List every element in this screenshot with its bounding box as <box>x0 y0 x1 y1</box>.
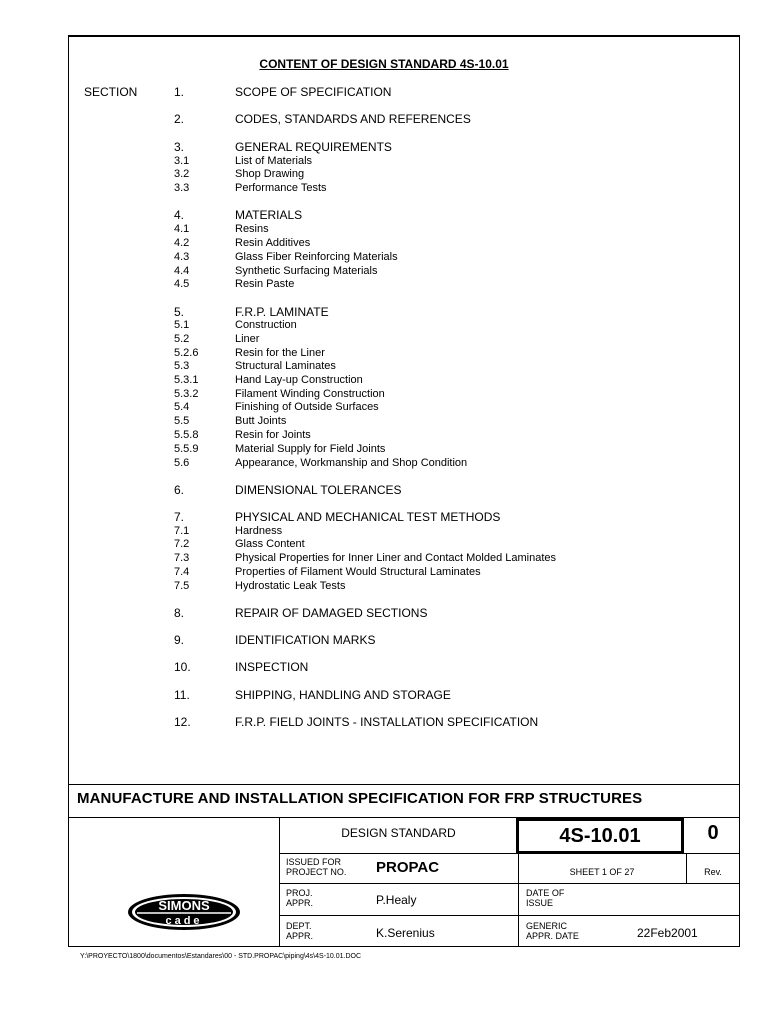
file-path: Y:\PROYECTO\1800\documentos\Estandares\00 - STD.PROPAC\piping\4s\4S-10.01.DOC <box>80 953 362 960</box>
toc-number: 9. <box>174 633 185 647</box>
generic-approval-date: 22Feb2001 <box>637 926 698 940</box>
simons-cade-logo <box>127 893 241 931</box>
toc-number: 5.5.9 <box>174 443 199 455</box>
toc-number: 12. <box>174 715 191 729</box>
toc-number: 5.1 <box>174 319 190 331</box>
toc-text: INSPECTION <box>235 660 309 674</box>
toc-number: 3.1 <box>174 155 190 167</box>
toc-number: 4.3 <box>174 251 190 263</box>
toc-number: 7.4 <box>174 566 190 578</box>
dept-approver: K.Serenius <box>376 926 435 940</box>
dept-appr-label: DEPT. APPR. <box>286 921 314 941</box>
toc-number: 3.3 <box>174 182 190 194</box>
toc-number: 1. <box>174 85 185 99</box>
toc-text: F.R.P. FIELD JOINTS - INSTALLATION SPECIFICATION <box>235 715 539 729</box>
toc-text: Material Supply for Field Joints <box>235 443 386 455</box>
toc-text: Glass Fiber Reinforcing Materials <box>235 251 398 263</box>
toc-number: 3.2 <box>174 168 190 180</box>
toc-text: Hydrostatic Leak Tests <box>235 580 346 592</box>
divider <box>279 883 740 884</box>
toc-number: 2. <box>174 112 185 126</box>
toc-text: Liner <box>235 333 260 345</box>
toc-text: Structural Laminates <box>235 360 336 372</box>
toc-number: 7.1 <box>174 525 190 537</box>
logo-text-top: SIMONS <box>158 898 210 913</box>
project-name: PROPAC <box>376 859 440 876</box>
toc-number: 7.2 <box>174 538 190 550</box>
toc-number: 4.1 <box>174 223 190 235</box>
toc-number: 7.3 <box>174 552 190 564</box>
toc-number: 7.5 <box>174 580 190 592</box>
toc-text: Glass Content <box>235 538 305 550</box>
generic-appr-date-label: GENERIC APPR. DATE <box>526 921 579 941</box>
page-frame <box>68 35 740 947</box>
toc-text: Resin Additives <box>235 237 311 249</box>
rev-label: Rev. <box>704 867 722 877</box>
toc-number: 5.2.6 <box>174 347 199 359</box>
divider <box>279 915 740 916</box>
document-number: 4S-10.01 <box>516 818 684 854</box>
toc-number: 7. <box>174 510 185 524</box>
toc-text: MATERIALS <box>235 208 303 222</box>
toc-number: 5.5 <box>174 415 190 427</box>
date-of-issue-label: DATE OF ISSUE <box>526 888 565 908</box>
toc-number: 5.3.1 <box>174 374 199 386</box>
toc-number: 5.4 <box>174 401 190 413</box>
toc-text: Filament Winding Construction <box>235 388 385 400</box>
toc-number: 4.5 <box>174 278 190 290</box>
logo-text-bottom: cade <box>165 915 203 927</box>
issued-for-label: ISSUED FOR PROJECT NO. <box>286 857 347 877</box>
toc-text: Finishing of Outside Surfaces <box>235 401 379 413</box>
toc-text: DIMENSIONAL TOLERANCES <box>235 483 402 497</box>
toc-text: Appearance, Workmanship and Shop Condition <box>235 457 468 469</box>
toc-number: 4.2 <box>174 237 190 249</box>
toc-text: F.R.P. LAMINATE <box>235 305 329 319</box>
toc-text: Resin Paste <box>235 278 295 290</box>
toc-text: REPAIR OF DAMAGED SECTIONS <box>235 606 428 620</box>
toc-text: Resin for Joints <box>235 429 311 441</box>
toc-text: Hardness <box>235 525 283 537</box>
toc-text: Shop Drawing <box>235 168 305 180</box>
toc-text: Synthetic Surfacing Materials <box>235 265 378 277</box>
toc-number: 3. <box>174 140 185 154</box>
toc-number: 6. <box>174 483 185 497</box>
toc-number: 4.4 <box>174 265 190 277</box>
toc-number: 5.3.2 <box>174 388 199 400</box>
divider <box>68 784 740 785</box>
toc-text: Resin for the Liner <box>235 347 325 359</box>
toc-number: 11. <box>174 688 190 702</box>
toc-text: IDENTIFICATION MARKS <box>235 633 376 647</box>
toc-text: PHYSICAL AND MECHANICAL TEST METHODS <box>235 510 501 524</box>
logo-graphic <box>127 893 241 931</box>
proj-approver: P.Healy <box>376 893 417 907</box>
toc-number: 5.3 <box>174 360 190 372</box>
revision-number: 0 <box>707 822 719 844</box>
sheet-count: SHEET 1 OF 27 <box>569 867 635 877</box>
toc-number: 5. <box>174 305 185 319</box>
toc-text: Butt Joints <box>235 415 287 427</box>
specification-title: MANUFACTURE AND INSTALLATION SPECIFICATION FOR FRP STRUCTURES <box>77 790 643 807</box>
toc-text: SHIPPING, HANDLING AND STORAGE <box>235 688 451 702</box>
toc-text: Properties of Filament Would Structural Laminates <box>235 566 481 578</box>
toc-text: Resins <box>235 223 269 235</box>
toc-text: List of Materials <box>235 155 313 167</box>
toc-number: 5.5.8 <box>174 429 199 441</box>
toc-text: SCOPE OF SPECIFICATION <box>235 85 392 99</box>
toc-number: 5.6 <box>174 457 190 469</box>
toc-text: GENERAL REQUIREMENTS <box>235 140 392 154</box>
toc-number: 4. <box>174 208 185 222</box>
toc-text: CODES, STANDARDS AND REFERENCES <box>235 112 471 126</box>
document-title: CONTENT OF DESIGN STANDARD 4S-10.01 <box>259 57 509 71</box>
toc-text: Construction <box>235 319 297 331</box>
design-standard-label: DESIGN STANDARD <box>341 826 456 840</box>
toc-number: 10. <box>174 660 191 674</box>
section-label: SECTION <box>84 85 138 99</box>
toc-number: 8. <box>174 606 185 620</box>
toc-text: Performance Tests <box>235 182 327 194</box>
toc-text: Physical Properties for Inner Liner and Contact Molded Laminates <box>235 552 557 564</box>
proj-appr-label: PROJ. APPR. <box>286 888 314 908</box>
toc-number: 5.2 <box>174 333 190 345</box>
toc-text: Hand Lay-up Construction <box>235 374 363 386</box>
